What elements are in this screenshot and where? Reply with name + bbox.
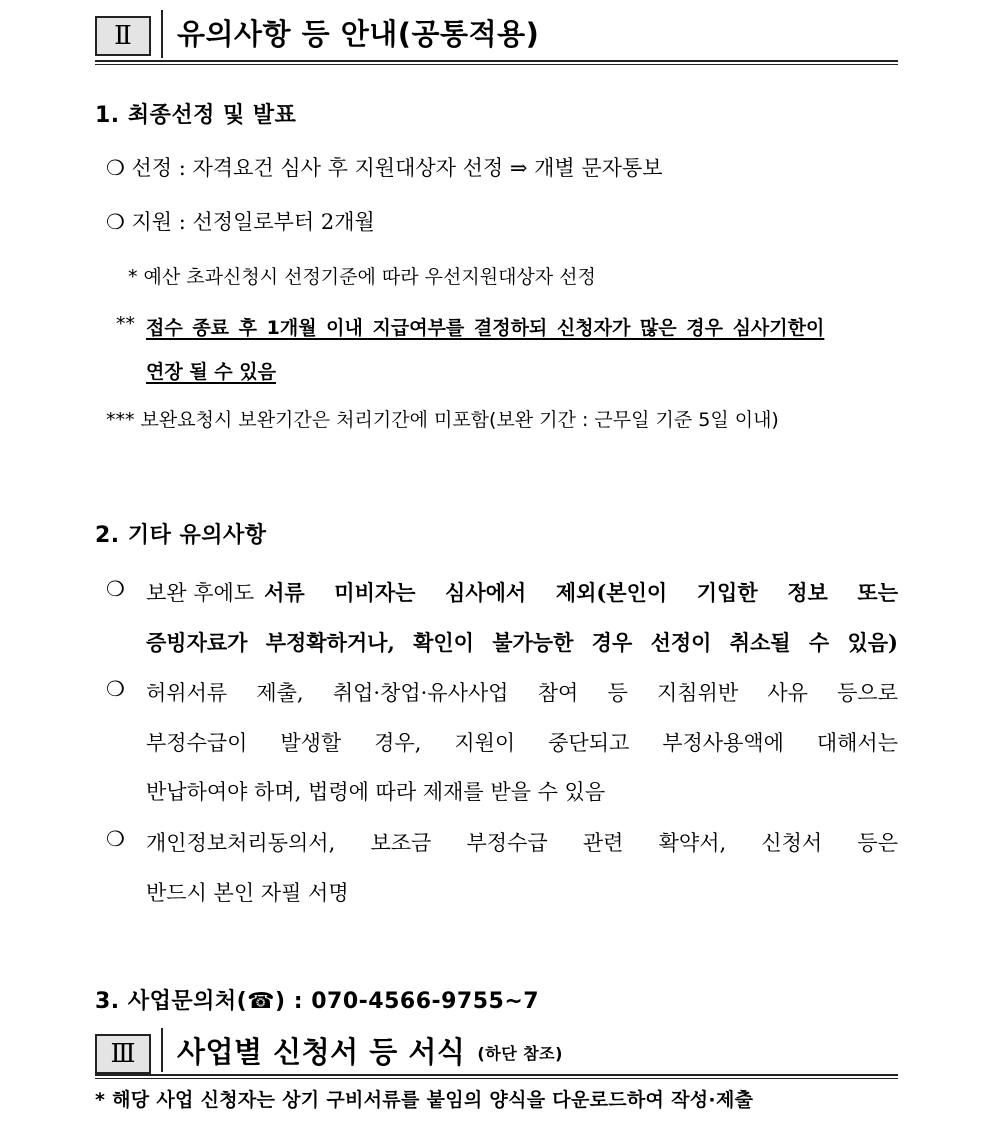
section-3-roman-numeral: Ⅲ [95,1034,151,1074]
bullet-3-line-1: 개인정보처리동의서, 보조금 부정수급 관련 확약서, 신청서 등은 [146,831,898,855]
bullet-2-line-2: 부정수급이 발생할 경우, 지원이 중단되고 부정사용액에 대해서는 [146,731,898,755]
bullet-1-marker: ❍ [106,577,125,601]
section-2-header [95,8,898,62]
forms-footnote: * 해당 사업 신청자는 상기 구비서류를 붙임의 양식을 다운로드하여 작성·제출 [95,1089,754,1111]
section-3-title-text: 사업별 신청서 등 서식 [177,1035,466,1069]
bullet-2-line-1: 허위서류 제출, 취업·창업·유사사업 참여 등 지침위반 사유 등으로 [146,681,898,705]
section-3-header [95,1024,898,1076]
bullet-2-marker: ❍ [106,677,125,701]
section-3-title [177,1030,563,1076]
subsection-1-heading: 1. 최종선정 및 발표 [95,103,297,128]
review-note-marker: ** [116,313,135,335]
section-3-title-note: (하단 참조) [477,1044,563,1063]
supplement-note: *** 보완요청시 보완기간은 처리기간에 미포함(보완 기간 : 근무일 기준 5일 이내) [106,409,779,431]
bullet-1-line-1 [146,577,898,607]
review-note-line-2: 연장 될 수 있음 [146,361,276,383]
section-2-roman-numeral: Ⅱ [95,16,151,56]
bullet-3-line-2: 반드시 본인 자필 서명 [146,881,349,905]
subsection-3-heading: 3. 사업문의처(☎) : 070-4566-9755~7 [95,989,540,1014]
section-3-divider [161,1028,163,1072]
support-bullet: ❍ 지원 : 선정일로부터 2개월 [106,210,375,234]
subsection-2-heading: 2. 기타 유의사항 [95,523,267,548]
section-2-divider [161,10,163,58]
section-2-title: 유의사항 등 안내(공통적용) [177,17,540,51]
review-note-line-1: 접수 종료 후 1개월 이내 지급여부를 결정하되 신청자가 많은 경우 심사기한이 [146,317,825,339]
bullet-2-line-3: 반납하여야 하며, 법령에 따라 제재를 받을 수 있음 [146,780,606,804]
budget-note: * 예산 초과신청시 선정기준에 따라 우선지원대상자 선정 [128,266,596,288]
bullet-1-bold-text: 서류 미비자는 심사에서 제외(본인이 기입한 정보 또는 [264,580,898,605]
bullet-3-marker: ❍ [106,827,125,851]
bullet-1-line-2: 증빙자료가 부정확하거나, 확인이 불가능한 경우 선정이 취소될 수 있음) [146,630,898,655]
selection-bullet: ❍ 선정 : 자격요건 심사 후 지원대상자 선정 ⇒ 개별 문자통보 [106,156,663,180]
bullet-1-plain-text: 보완 후에도 [146,581,255,605]
